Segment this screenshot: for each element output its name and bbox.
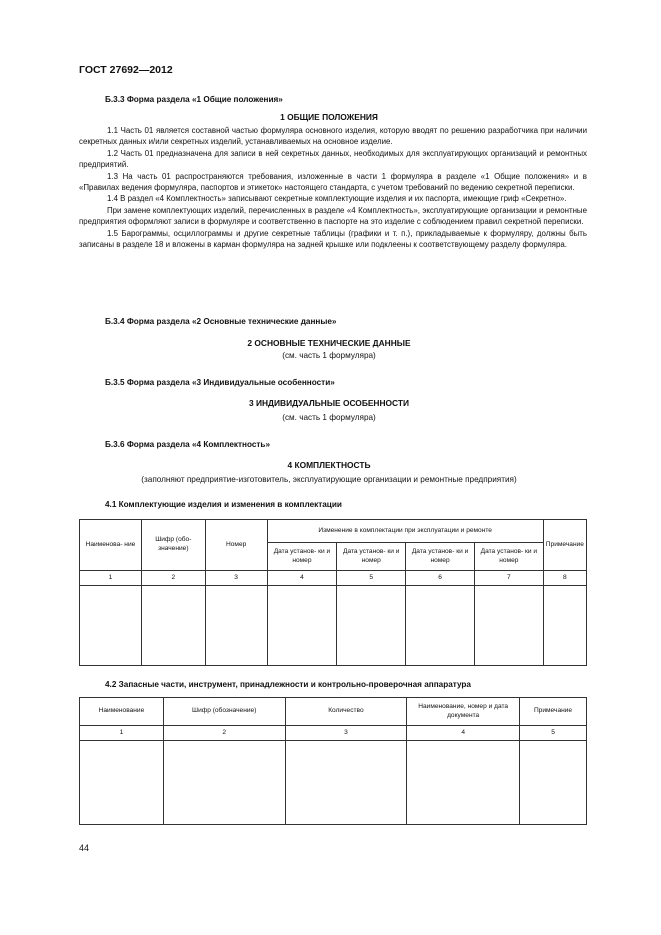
column-number: 3 — [285, 726, 407, 741]
section-caption-b34: Б.3.4 Форма раздела «2 Основные технические данные» — [105, 317, 337, 326]
section-title-features: 3 ИНДИВИДУАЛЬНЫЕ ОСОБЕННОСТИ — [248, 398, 410, 408]
header-note: Примечание — [543, 520, 586, 571]
header-number: Номер — [205, 520, 267, 571]
table-caption-4-2: 4.2 Запасные части, инструмент, принадлежности и контрольно-проверочная аппаратура — [105, 680, 471, 689]
header-name: Наименова- ние — [80, 520, 142, 571]
column-number: 4 — [267, 571, 337, 586]
header-install-date-3: Дата установ- ки и номер — [406, 543, 475, 571]
header-note: Примечание — [520, 698, 587, 726]
section-subtitle-features: (см. часть 1 формуляра) — [282, 413, 376, 422]
header-code: Шифр (обо- значение) — [141, 520, 205, 571]
section-caption-b33: Б.3.3 Форма раздела «1 Общие положения» — [105, 95, 283, 104]
paragraph-replacement: При замене комплектующих изделий, перечисленных в разделе «4 Комплектность», эксплуатирующие организации и ремонтные предприятия оформляют записи в формуляре и соответственно в паспорте на это изделие с соблюдением правил секретной переписки. — [79, 205, 587, 227]
paragraph-1-2: 1.2 Часть 01 предназначена для записи в ней секретных данных, необходимых для эксплуатирующих организаций и ремонтных предприятий. — [79, 148, 587, 170]
section-title-general: 1 ОБЩИЕ ПОЛОЖЕНИЯ — [280, 112, 378, 122]
paragraph-1-4: 1.4 В раздел «4 Комплектность» записывают секретные комплектующие изделия и их паспорта, имеющие гриф «Секретно». — [107, 194, 567, 204]
table-caption-4-1: 4.1 Комплектующие изделия и изменения в комплектации — [105, 500, 342, 509]
section-caption-b36: Б.3.6 Форма раздела «4 Комплектность» — [105, 440, 270, 449]
header-install-date-4: Дата установ- ки и номер — [474, 543, 543, 571]
spare-parts-table — [79, 697, 587, 825]
column-number: 5 — [520, 726, 587, 741]
column-number: 3 — [205, 571, 267, 586]
column-number: 2 — [163, 726, 285, 741]
header-install-date-1: Дата установ- ки и номер — [267, 543, 337, 571]
header-quantity: Количество — [285, 698, 407, 726]
paragraph-1-3: 1.3 На часть 01 распространяются требования, изложенные в части 1 формуляра в разделе «1 Общие положения» и в «Правилах ведения формуляра, паспортов и этикеток» настоящего стандарта, с учетом требований по ведению секретной переписки. — [79, 171, 587, 193]
header-code: Шифр (обозначение) — [163, 698, 285, 726]
column-number: 1 — [80, 726, 164, 741]
column-number: 7 — [474, 571, 543, 586]
section-subtitle-completeness: (заполняют предприятие-изготовитель, эксплуатирующие организации и ремонтные предприятия) — [141, 475, 517, 484]
section-title-completeness: 4 КОМПЛЕКТНОСТЬ — [287, 460, 371, 470]
section-title-technical: 2 ОСНОВНЫЕ ТЕХНИЧЕСКИЕ ДАННЫЕ — [247, 338, 411, 348]
column-number: 2 — [141, 571, 205, 586]
header-document: Наименование, номер и дата документа — [407, 698, 520, 726]
header-install-date-2: Дата установ- ки и номер — [337, 543, 406, 571]
table-row-empty — [80, 741, 587, 825]
page-number: 44 — [79, 843, 90, 853]
column-number: 1 — [80, 571, 142, 586]
column-number: 5 — [337, 571, 406, 586]
document-header: ГОСТ 27692—2012 — [79, 64, 173, 76]
general-provisions-text — [79, 125, 587, 250]
header-name: Наименование — [80, 698, 164, 726]
section-caption-b35: Б.3.5 Форма раздела «3 Индивидуальные особенности» — [105, 378, 335, 387]
components-table — [79, 519, 587, 666]
paragraph-1-1: 1.1 Часть 01 является составной частью формуляра основного изделия, которую вводят по решению разработчика при наличии секретных данных и/или секретных изделий, устанавливаемых на основное изделие. — [79, 126, 587, 147]
section-subtitle-technical: (см. часть 1 формуляра) — [282, 351, 376, 360]
table-row-empty — [80, 586, 587, 666]
column-number: 8 — [543, 571, 586, 586]
column-number: 4 — [407, 726, 520, 741]
header-change: Изменение в комплектации при эксплуатации и ремонте — [267, 520, 543, 543]
column-number: 6 — [406, 571, 475, 586]
paragraph-1-5: 1.5 Барограммы, осциллограммы и другие секретные таблицы (графики и т. п.), прикладываемые к формуляру, должны быть записаны в разделе 18 и вложены в карман формуляра на задней крышке или подклеены к соответствующему разделу формуляра. — [79, 228, 587, 250]
